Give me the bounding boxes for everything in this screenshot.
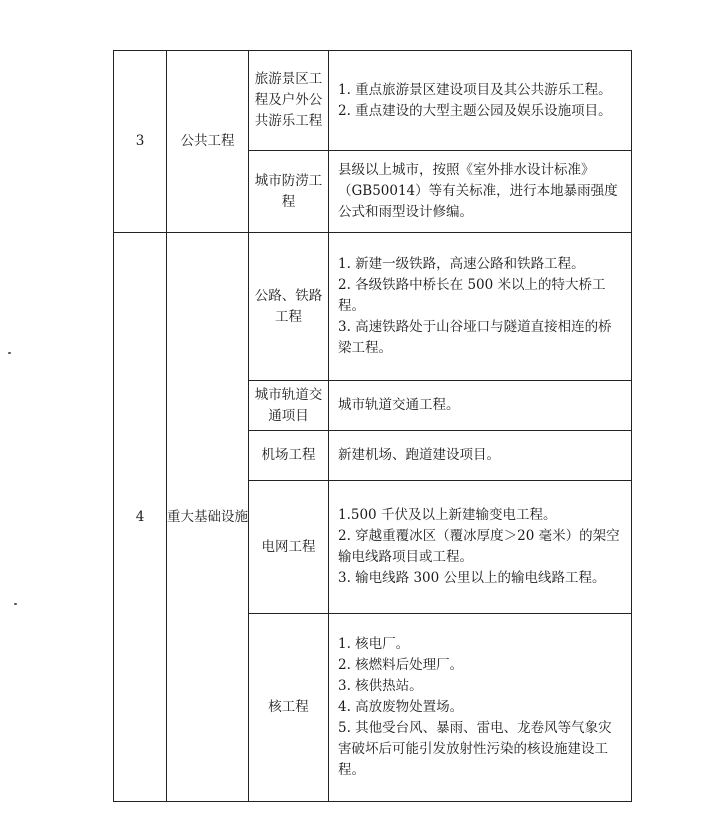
project-table bbox=[113, 50, 632, 802]
description-cell bbox=[329, 151, 632, 233]
sub-item-label: 机场工程 bbox=[261, 447, 316, 463]
category-cell bbox=[167, 51, 249, 233]
sub-item-cell bbox=[249, 151, 329, 233]
sub-item-cell bbox=[249, 431, 329, 481]
description-line: 4. 高放废物处置场。 bbox=[338, 699, 464, 715]
row-number: 3 bbox=[114, 51, 167, 233]
sub-item-cell bbox=[249, 233, 329, 381]
category-label: 重大基础设施 bbox=[167, 508, 248, 525]
description-line: 1. 重点旅游景区建设项目及其公共游乐工程。 bbox=[338, 81, 612, 98]
sub-item-cell bbox=[249, 481, 329, 614]
table-row bbox=[114, 51, 632, 151]
description-cell bbox=[329, 614, 632, 802]
description-cell bbox=[329, 381, 632, 431]
sub-item-label: 城市轨道交通项目 bbox=[254, 386, 323, 424]
row-number: 4 bbox=[114, 233, 167, 802]
sub-item-label: 电网工程 bbox=[261, 538, 316, 555]
sub-item-label: 核工程 bbox=[268, 699, 309, 715]
description-cell bbox=[329, 431, 632, 481]
sub-item-cell bbox=[249, 51, 329, 151]
description-line: 城市轨道交通工程。 bbox=[338, 397, 460, 413]
sub-item-label: 城市防涝工程 bbox=[254, 172, 323, 210]
description-line: 1. 新建一级铁路，高速公路和铁路工程。 bbox=[338, 256, 585, 272]
description-line: 3. 高速铁路处于山谷垭口与隧道直接相连的桥梁工程。 bbox=[338, 319, 612, 356]
description-line: 3. 输电线路 300 公里以上的输电线路工程。 bbox=[338, 570, 606, 586]
scan-speck bbox=[8, 352, 11, 354]
sub-item-label: 旅游景区工程及户外公共游乐工程 bbox=[254, 71, 323, 129]
description-line: 2. 重点建设的大型主题公园及娱乐设施项目。 bbox=[338, 102, 612, 119]
description-cell bbox=[329, 481, 632, 614]
category-cell bbox=[167, 233, 249, 802]
description-line: 5. 其他受台风、暴雨、雷电、龙卷风等气象灾害破坏后可能引发放射性污染的核设施建设工程。 bbox=[338, 720, 612, 778]
description-cell bbox=[329, 51, 632, 151]
description-line: 1.500 千伏及以上新建输变电工程。 bbox=[338, 507, 557, 523]
description-line: 2. 核燃料后处理厂。 bbox=[338, 657, 464, 673]
description-line: 1. 核电厂。 bbox=[338, 636, 410, 652]
description-line: 县级以上城市，按照《室外排水设计标准》（GB50014）等有关标准，进行本地暴雨强度公式和雨型设计修编。 bbox=[338, 162, 618, 220]
sub-item-label: 公路、铁路工程 bbox=[254, 287, 323, 325]
description-cell bbox=[329, 233, 632, 381]
category-label: 公共工程 bbox=[180, 133, 235, 149]
description-line: 3. 核供热站。 bbox=[338, 678, 423, 694]
description-line: 新建机场、跑道建设项目。 bbox=[338, 447, 500, 463]
table-row bbox=[114, 233, 632, 381]
sub-item-cell bbox=[249, 381, 329, 431]
description-line: 2. 各级铁路中桥长在 500 米以上的特大桥工程。 bbox=[338, 277, 606, 314]
description-line: 2. 穿越重覆冰区（覆冰厚度＞20 毫米）的架空输电线路项目或工程。 bbox=[338, 528, 620, 565]
scan-speck bbox=[14, 603, 17, 605]
sub-item-cell bbox=[249, 614, 329, 802]
